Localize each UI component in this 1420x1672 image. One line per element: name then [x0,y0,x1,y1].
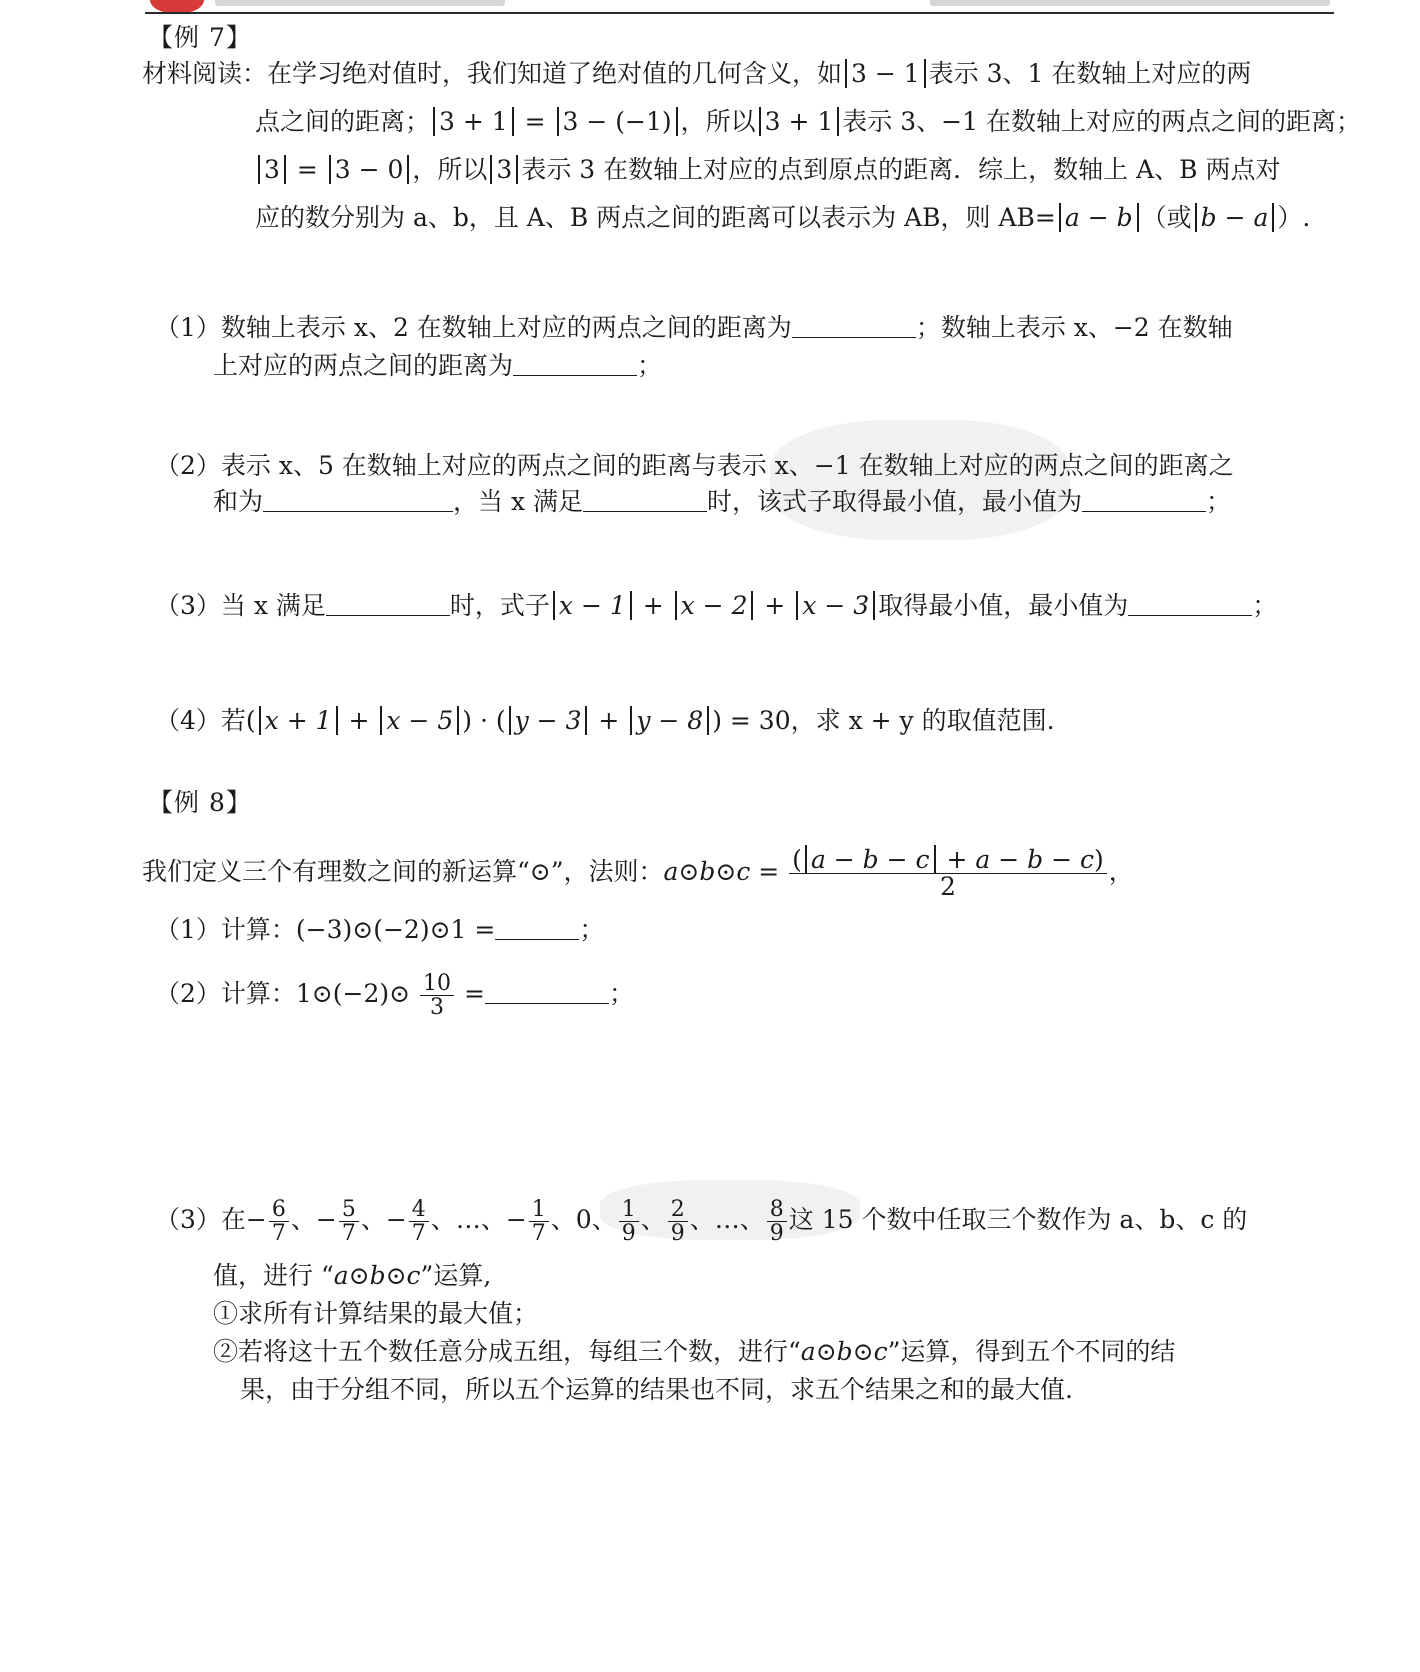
answer-blank[interactable] [263,485,453,512]
operation-rule-fraction: $\frac{( a - b - c + a - b - c)}{2}$ [789,847,1107,901]
ex8-question-1: （1）计算：(−3)⊙(−2)⊙1 = ； [155,915,605,944]
fraction: $\frac{10}{3}$ [420,972,454,1019]
ex7-intro-line-2: 点之间的距离； 3 + 1 = 3 − (−1) ，所以 3 + 1 表示 3、−1 在数轴上对应的两点之间的距离； [255,107,1361,136]
answer-blank[interactable] [495,913,579,940]
fraction: $\frac{4}{7}$ [409,1198,429,1245]
ex8-question-3-line-2: 值，进行 “a⊙b⊙c”运算, [213,1261,492,1290]
ex7-question-3: （3）当 x 满足 时，式子 x − 1 + x − 2 + x − 3 取得最小值，最小值为 ； [155,591,1278,620]
ex7-question-2-line-2: 和为 ，当 x 满足 时，该式子取得最小值，最小值为 ； [213,487,1232,516]
header-text-fragment [215,0,505,6]
answer-blank[interactable] [792,311,916,338]
fraction: $\frac{6}{7}$ [269,1198,289,1245]
answer-blank[interactable] [485,977,609,1004]
answer-blank[interactable] [583,485,707,512]
ex7-intro-line-3: 3 = 3 − 0 ，所以 3 表示 3 在数轴上对应的点到原点的距离．综上，数轴上 A、B 两点对 [255,152,1280,188]
fraction: $\frac{2}{9}$ [668,1198,688,1245]
header-text-fragment [930,0,1330,6]
ex7-question-1-line-1: （1）数轴上表示 x、2 在数轴上对应的两点之间的距离为 ；数轴上表示 x、−2 在数轴 [155,313,1233,342]
ex7-intro-line-1: 材料阅读：在学习绝对值时，我们知道了绝对值的几何含义，如 3 − 1 表示 3、1 在数轴上对应的两 [142,59,1252,88]
fraction: $\frac{1}{7}$ [529,1198,549,1245]
answer-blank[interactable] [326,589,450,616]
ex8-question-3-sub-1: ①求所有计算结果的最大值； [213,1299,539,1328]
fraction: $\frac{8}{9}$ [767,1198,787,1245]
fraction: $\frac{5}{7}$ [339,1198,359,1245]
answer-blank[interactable] [1128,589,1252,616]
header-rule [145,12,1334,14]
ex8-question-3-sub-2-line-1: ②若将这十五个数任意分成五组，每组三个数，进行“a⊙b⊙c”运算，得到五个不同的结 [213,1337,1176,1366]
example-8-label: 【例 8】 [148,788,252,817]
fraction: $\frac{1}{9}$ [619,1198,639,1245]
ex7-question-1-line-2: 上对应的两点之间的距离为 ； [213,351,663,380]
ex7-intro-line-4: 应的数分别为 a、b，且 A、B 两点之间的距离可以表示为 AB，则 AB= a − b （或 b − a ）. [255,203,1311,232]
ex8-question-2: （2）计算：1⊙(−2)⊙ $\frac{10}{3}$ = ； [155,970,634,1020]
ex8-definition: 我们定义三个有理数之间的新运算“⊙”，法则：a⊙b⊙c = $\frac{( a - b - c + a - b - c)}{2}$ ， [142,844,1134,901]
ex7-question-4: （4）若( x + 1 + x − 5 ) · ( y − 3 + y − 8 ) = 30，求 x + y 的取值范围. [155,706,1055,735]
answer-blank[interactable] [513,349,637,376]
ex8-question-3-line-1: （3）在− $\frac{6}{7}$ 、− $\frac{5}{7}$ 、− $\frac{4}{7}$ 、…、− $\frac{1}{7}$ 、0、 $\frac{1}{9}$ 、 $\frac{2}{9}$ 、…、 $\frac{8}{9}$ 这 15 个数中任取三个数作为 a、b、c 的 [155,1196,1248,1246]
example-7-label: 【例 7】 [148,23,252,52]
ex7-question-2-line-1: （2）表示 x、5 在数轴上对应的两点之间的距离与表示 x、−1 在数轴上对应的两点之间的距离之 [155,451,1234,480]
ex8-question-3-sub-2-line-2: 果，由于分组不同，所以五个运算的结果也不同，求五个结果之和的最大值. [240,1375,1073,1404]
answer-blank[interactable] [1082,485,1206,512]
